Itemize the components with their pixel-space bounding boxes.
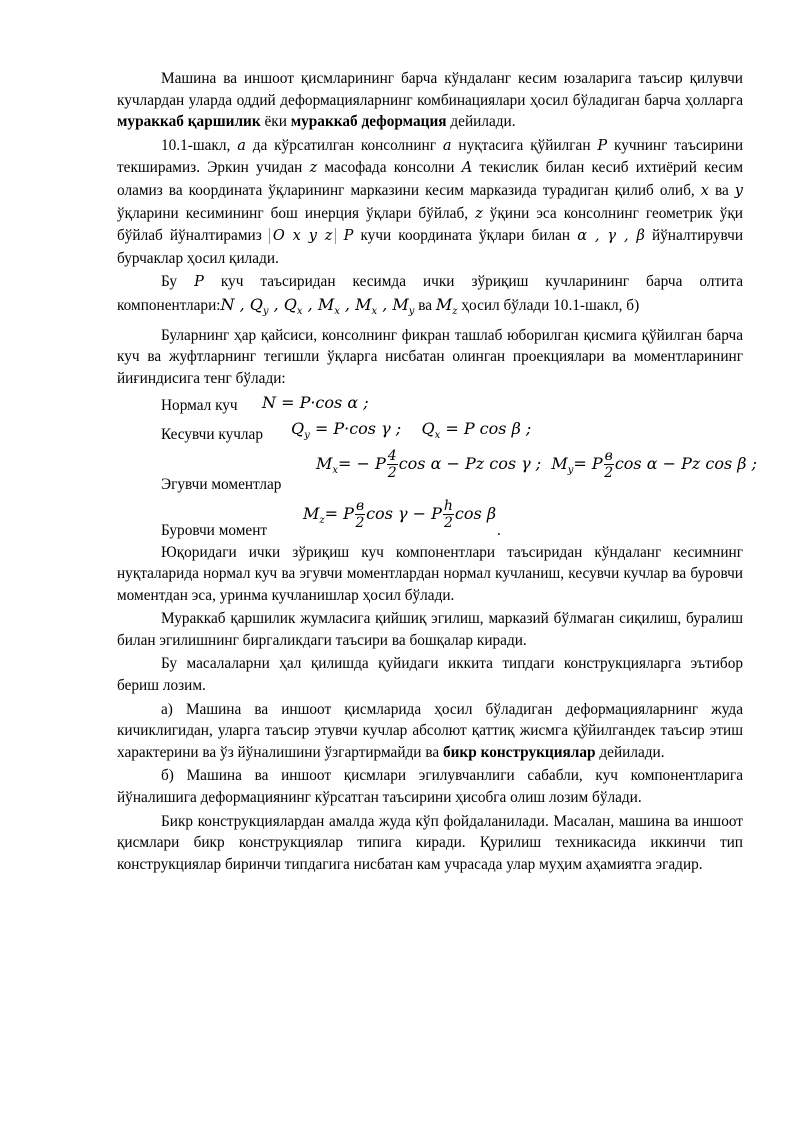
text: кучи координата ўқлари билан [353,227,578,245]
document-page [117,68,757,875]
formula: $M_x= - P$ $\frac{4}{2}$ cos α − Pz cos γ ; $M_y= P$ $\frac{в}{2}$ cos α − Pz cos β ; [316,447,757,481]
text: ўқларини кесимининг бош инерция ўқлари бўйлаб, [117,204,476,222]
text: Бу [161,273,195,291]
text: ва [708,181,735,199]
components-list: N , $Q_y$ , $Q_x$ , $M_x$ , $M_x$ , $M_y$ [220,294,415,318]
paragraph-flexible: б) Машина ва иншоот қисмлари эгилувчанлиги сабабли, куч компонентларига йўналишига деформациянинг кўрсатган таъсирини ҳисобга олиш лозим бўлади. [117,767,743,807]
text: нуқтасига қўйилган [451,136,598,154]
text: а) Машина ва иншоот қисмларида ҳосил бўладиган деформацияларнинг жуда кичиклигидан, уларга таъсир этувчи кучлар абсолют қаттиқ жисмга қўйилгандек таъсир этиш характерини ва ўз йўналишини ўзгартирмайди ва [117,700,743,761]
text: 10.1-шакл, [161,136,238,154]
paragraph-complex-resistance-types: Мураккаб қаршилик жумласига қийшиқ эгилиш, марказий бўлмаган сиқилиш, буралиш билан эгилишнинг биргаликдаги таъсири ва бошқалар киради. [117,610,743,649]
text: йўналтирувчи бурчаклар ҳосил қилади. [117,227,744,267]
formula-bending-moments [117,447,757,498]
symbol-y: y [734,182,743,199]
formula-label: Кесувчи кучлар [161,425,263,443]
formula-label: Эгувчи моментлар [161,475,282,493]
paragraph-conclusion: Бикр конструкциялардан амалда жуда кўп фойдаланилади. Масалан, машина ва иншоот қисмлари бикр конструкциялар типига киради. Қурилиш техникасида иккинчи тип конструкциялар биринчи типдагига нисбатан кам учрасада улар муҳим аҳамиятга эгадир. [117,812,743,873]
symbol-a: a [442,137,452,154]
formula-torsion-moment: Буровчи момент $M_z= P$ $\frac{в}{2}$ cos γ − P $\frac{h}{2}$ cos β . [117,498,743,542]
paragraph-stresses: Юқоридаги ички зўриқиш куч компонентлари таъсиридан кўндаланг кесимнинг нуқталарида нормал куч ва эгувчи моментлардан нормал кучланиш, кесувчи кучлар ва буровчи моментдан эса, уринма кучланишлар ҳосил бўлади. [117,543,743,604]
text: дейилади. [446,113,516,131]
text: кучнинг таъсирини текширамиз. Эркин учидан [117,136,744,177]
term-complex-resistance: мураккаб қаршилик [117,113,261,131]
term-rigid-constructions: бикр конструкциялар [442,743,596,761]
formula-normal-force [117,392,743,416]
text: масофада консолни [317,159,462,177]
text: куч таъсиридан кесимда ички зўриқиш кучларининг барча олтита компонентлари: [117,273,743,314]
symbol-P: P [343,228,354,245]
symbol-angles: α , γ , β [577,228,645,245]
term-complex-deformation: мураккаб деформация [290,113,447,131]
text: Машина ва иншоот қисмларининг барча кўндаланг кесим юзаларига таъсир қилувчи кучлардан уларда оддий деформацияларнинг комбинациялари ҳосил бўладиган барча ҳолларга [117,70,743,109]
formula: N = P·cos α ; [262,392,369,412]
paragraph-figure-description [117,135,743,270]
symbol-x: x [700,182,709,199]
formula-shear-forces [117,416,743,448]
text: дейилади. [595,743,665,761]
paragraph-construction-types: Бу масалаларни ҳал қилишда қуйидаги иккита типдаги конструкцияларга эътибор бериш лозим. [117,655,743,695]
paragraph-definition [117,68,743,133]
symbol-P: P [194,274,204,291]
symbol-P: P [597,137,608,154]
symbol-Mz: $M_z$ [435,294,458,318]
text: текислик билан кесиб ихтиёрий кесим оламиз ва координата ўқларининг марказини кесим марказида турадиган қилиб олиб, [117,159,743,199]
formula: $M_z= P$ $\frac{в}{2}$ cos γ − P $\frac{h}{2}$ cos β [303,497,497,531]
text: ва [414,296,436,314]
text: да кўрсатилган консолнинг [245,136,443,154]
symbol-A: A [461,160,473,177]
symbol-a: a [237,137,246,154]
symbol-z: z [475,205,483,222]
text: ҳосил бўлади 10.1-шакл, б) [457,296,640,314]
paragraph-projections: Буларнинг ҳар қайсиси, консолнинг фикран ташлаб юборилган қисмига қўйилган барча куч ва жуфтларнинг тегишли ўқларга нисбатан олинган проекциялари ва моментларининг йиғиндисига тенг бўлади: [117,326,743,387]
text: ёки [260,113,291,131]
symbol-z: z [309,160,318,177]
text: ўқини эса консолнинг геометрик ўқи бўйлаб йўналтирамиз [117,204,743,245]
formula: $Q_y = P\cdot\cos$ γ ; $Q_x = P$ cos β ; [291,418,532,441]
symbol-coordinate-system: O x y z [269,228,337,244]
formula-label: Нормал куч [161,396,238,414]
paragraph-rigid [117,699,743,764]
paragraph-components [117,271,743,322]
formula-label: Буровчи момент [161,521,268,539]
